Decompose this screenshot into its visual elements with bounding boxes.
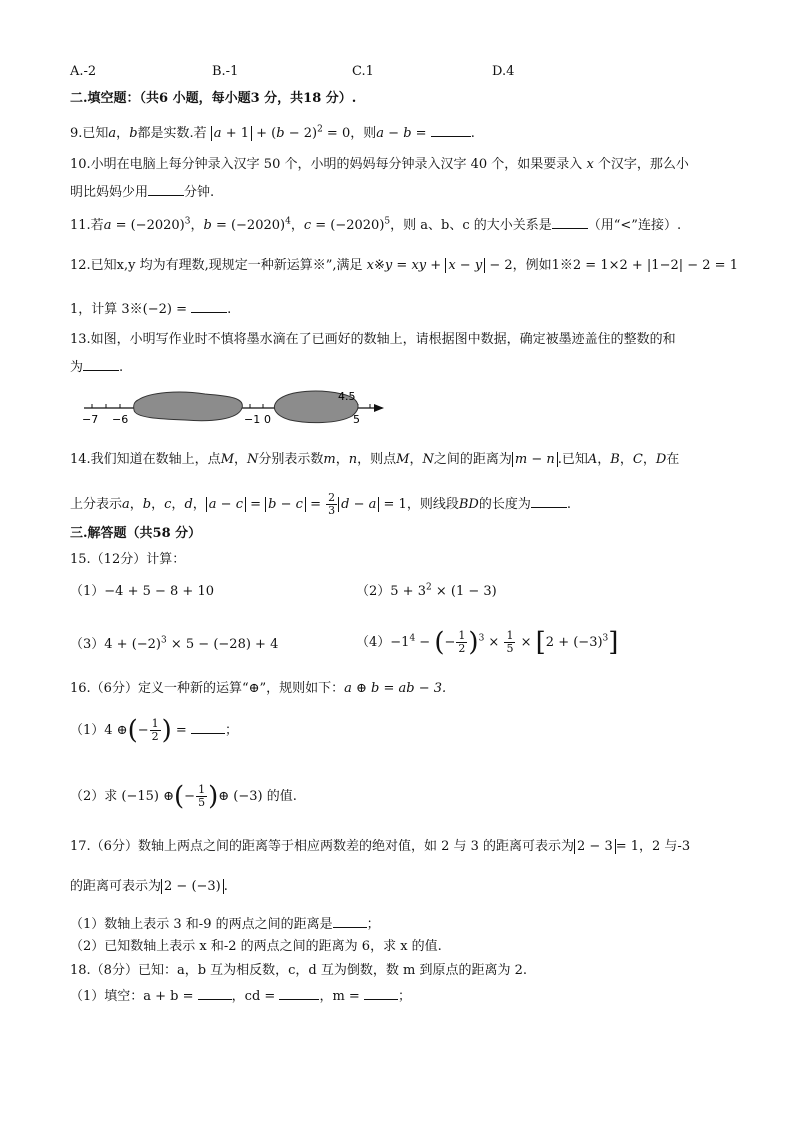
answer-blank[interactable]: [431, 122, 471, 137]
section-3-title: 三.解答题（共58 分）: [70, 526, 202, 541]
answer-blank[interactable]: [531, 493, 567, 508]
question-12-line2: 1，计算 3※(−2) = .: [70, 298, 231, 320]
question-15-part1: （1）−4 + 5 − 8 + 10: [70, 584, 214, 599]
question-16-part1: （1）4 ⊕(− $\frac{1}{2}$ ) = ；: [70, 715, 238, 746]
question-18-line1: 18.（8分）已知：a，b 互为相反数，c，d 互为倒数，数 m 到原点的距离为 2.: [70, 963, 528, 978]
answer-blank[interactable]: [83, 356, 119, 371]
answer-blank[interactable]: [333, 913, 367, 928]
answer-blank[interactable]: [191, 719, 225, 734]
question-15-part3: $(3)4 + (-2)^3 \times 5 - (-28) + 4$: [70, 635, 279, 652]
answer-blank[interactable]: [191, 298, 227, 313]
answer-blank[interactable]: [148, 181, 184, 196]
label-neg7: −7: [82, 413, 99, 426]
section-2-title: 二.填空题：（共6 小题，每小题3 分，共18 分）.: [70, 91, 357, 106]
question-13-line1: 13.如图，小明写作业时不慎将墨水滴在了已画好的数轴上，请根据图中数据，确定被墨迹盖住的整数的和: [70, 332, 676, 347]
question-17-part2: （2）已知数轴上表示 x 和-2 的两点之间的距离为 6，求 x 的值.: [70, 939, 442, 954]
question-15-part2: $(2)5 + 3^2 \times (1 - 3)$: [356, 582, 497, 599]
answer-blank[interactable]: [198, 985, 232, 1000]
label-neg1: −1: [244, 413, 261, 426]
question-9: 9.已知a，b都是实数.若 $a + 1 + (b - 2)^2 = 0$，则a − b = .: [70, 122, 475, 144]
question-10-line2: 明比妈妈少用 分钟.: [70, 181, 214, 203]
option-a: A.-2: [70, 64, 97, 79]
label-5: 5: [353, 413, 360, 426]
question-16-part2: （2）求 (−15) ⊕(− $\frac{1}{5}$ )⊕ (−3) 的值.: [70, 781, 297, 812]
question-17-line1: 17.（6分）数轴上两点之间的距离等于相应两数差的绝对值，如 2 与 3 的距离可表示为 2 − 3 = 1，2 与-3: [70, 839, 691, 854]
option-d: D.4: [492, 64, 515, 79]
question-15-title: 15.（12分）计算：: [70, 552, 186, 567]
number-line-figure: [80, 386, 390, 430]
answer-blank[interactable]: [279, 985, 319, 1000]
question-17-part1: （1）数轴上表示 3 和-9 的两点之间的距离是 ；: [70, 913, 380, 935]
question-14-line1: 14.我们知道在数轴上，点M，N分别表示数m，n，则点M，N之间的距离为 m − n .已知A，B，C，D在: [70, 452, 680, 467]
label-4-5: 4.5: [338, 390, 356, 403]
option-c: C.1: [352, 64, 374, 79]
question-11: 11.若$a = (-2020)^3$，$b = (-2020)^4$，$c = (-2020)^5$，则 a、b、c 的大小关系是 （用“<”连接）.: [70, 214, 681, 236]
question-13-line2: 为 .: [70, 356, 123, 378]
label-neg6: −6: [112, 413, 129, 426]
question-15-part4: $(4)-1^4$ − (− $\frac{1}{2}$ )$^3$ × $\frac{1}{5}$ × $[2 + (-3)^3]$: [356, 627, 619, 658]
question-16-title: 16.（6分）定义一种新的运算“⊕”，规则如下：a ⊕ b = ab − 3.: [70, 681, 447, 696]
label-0: 0: [264, 413, 271, 426]
answer-blank[interactable]: [552, 214, 588, 229]
question-12-line1: 12.已知x,y 均为有理数,现规定一种新运算※”,满足 x※y = xy + x − y − 2，例如1※2 = 1×2 + |1−2| − 2 = 1: [70, 258, 738, 273]
question-10-line1: 10.小明在电脑上每分钟录入汉字 50 个，小明的妈妈每分钟录入汉字 40 个，如果要录入 x 个汉字，那么小: [70, 157, 689, 172]
question-17-line2: 的距离可表示为 2 − (−3) .: [70, 879, 228, 894]
question-14-line2: 上分表示a，b，c，d， a − c = b − c = $\frac{2}{3}$ d − a = 1，则线段BD的长度为 .: [70, 491, 571, 517]
answer-blank[interactable]: [364, 985, 398, 1000]
question-18-part1: （1）填空：a + b = ，cd = ，m = ；: [70, 985, 411, 1007]
arrow-icon: [374, 404, 384, 412]
option-b: B.-1: [212, 64, 239, 79]
ink-blot-left: [134, 392, 243, 421]
